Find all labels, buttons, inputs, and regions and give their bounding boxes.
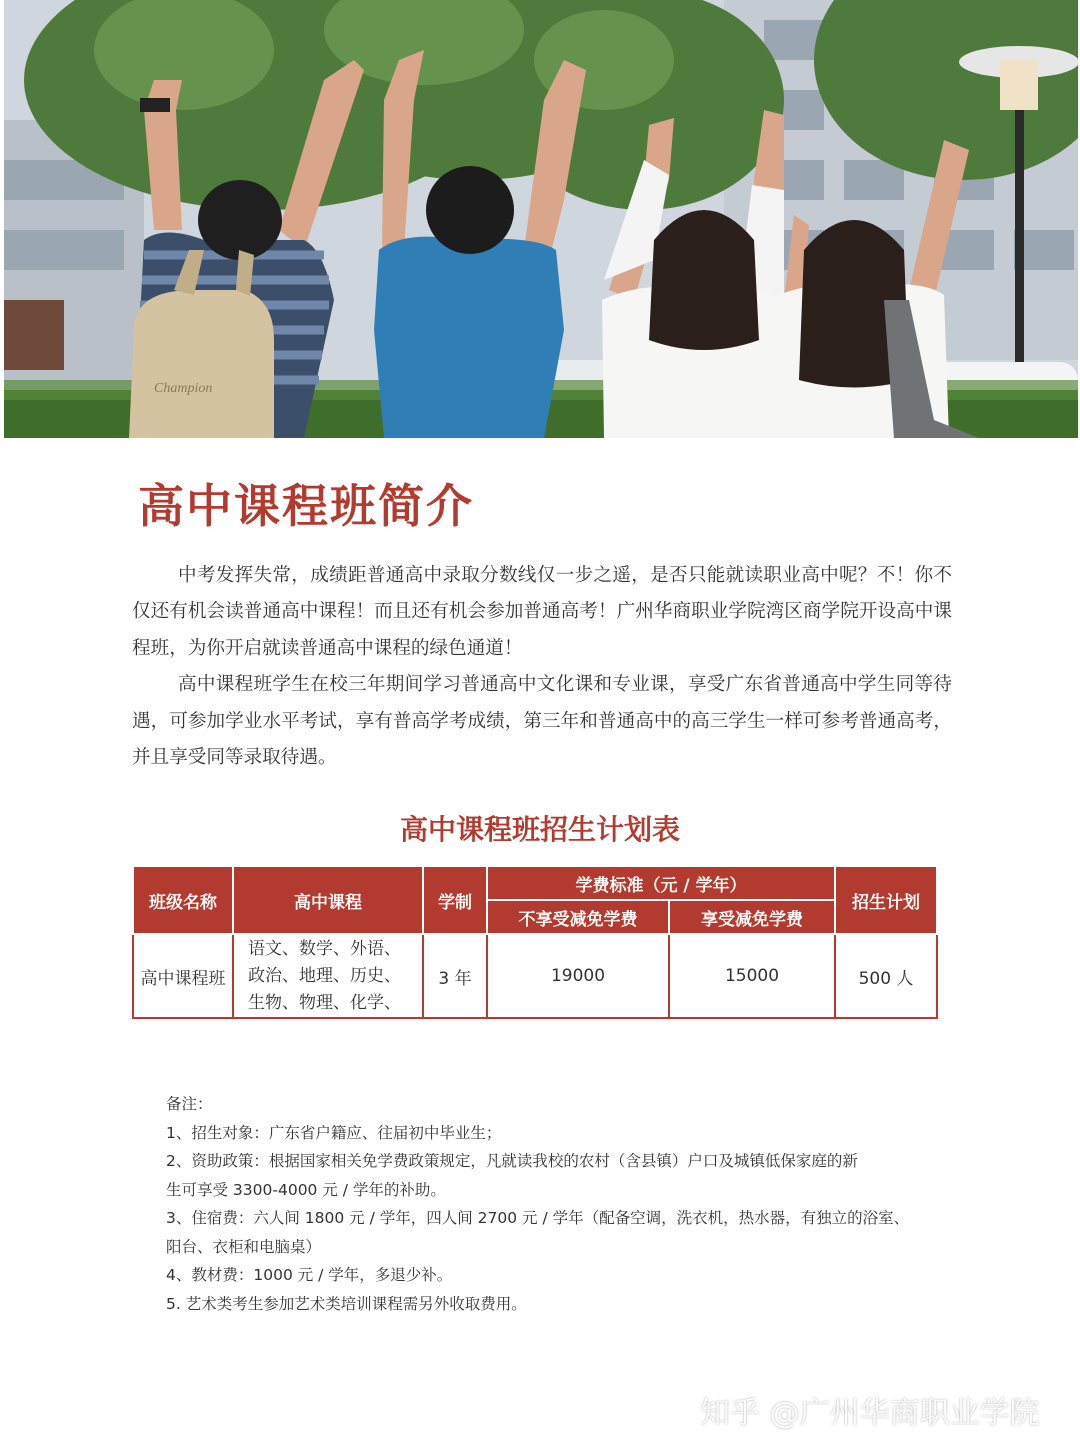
course-line: 生物、物理、化学、 [248, 992, 401, 1013]
cell-no-waiver: 19000 [487, 934, 669, 1018]
intro-paragraph: 中考发挥失常，成绩距普通高中录取分数线仅一步之遥，是否只能就读职业高中呢？不！你不仅还有机会读普通高中课程！而且还有机会参加普通高考！广州华商职业学院湾区商学院开设高中课程班，为你开启就读普通高中课程的绿色通道！ [132, 565, 952, 659]
watermark: 知乎 @广州华商职业学院 [700, 1396, 1040, 1431]
course-line: 语文、数学、外语、 [248, 938, 401, 959]
header-class-name: 班级名称 [133, 866, 233, 934]
table-row [133, 934, 937, 1018]
cell-courses [233, 934, 423, 1018]
header-courses: 高中课程 [233, 866, 423, 934]
cell-duration: 3 年 [423, 934, 487, 1018]
intro-section [132, 558, 952, 776]
note-item: 4、教材费：1000 元 / 学年，多退少补。 [166, 1266, 453, 1284]
table-title: 高中课程班招生计划表 [399, 813, 680, 846]
cell-waiver: 15000 [669, 934, 835, 1018]
notes-heading: 备注： [166, 1095, 213, 1113]
note-item: 1、招生对象：广东省户籍应、往届初中毕业生； [166, 1123, 502, 1142]
intro-paragraph: 高中课程班学生在校三年期间学习普通高中文化课和专业课，享受广东省普通高中学生同等待遇，可参加学业水平考试，享有普高学考成绩，第三年和普通高中的高三学生一样可参考普通高考，并且享受同等录取待遇。 [132, 674, 952, 769]
header-waiver: 享受减免学费 [669, 900, 835, 934]
note-item: 3、住宿费：六人间 1800 元 / 学年，四人间 2700 元 / 学年（配备空调，洗衣机，热水器，有独立的浴室、 [166, 1209, 910, 1227]
header-tuition: 学费标准（元 / 学年） [487, 866, 835, 900]
note-item: 阳台、衣柜和电脑桌） [166, 1237, 322, 1256]
notes-section [166, 1090, 946, 1318]
header-duration: 学制 [423, 866, 487, 934]
note-item: 生可享受 3300-4000 元 / 学年的补助。 [166, 1180, 446, 1199]
page-title: 高中课程班简介 [138, 479, 474, 533]
header-no-waiver: 不享受减免学费 [487, 900, 669, 934]
hero-photo [4, 0, 1078, 438]
enrollment-plan-table [132, 865, 938, 1019]
header-plan: 招生计划 [835, 866, 937, 934]
cell-class-name: 高中课程班 [133, 934, 233, 1018]
course-line: 政治、地理、历史、 [248, 965, 401, 986]
cell-plan: 500 人 [835, 934, 937, 1018]
note-item: 5. 艺术类考生参加艺术类培训课程需另外收取费用。 [166, 1294, 527, 1313]
backpack-logo: Champion [154, 381, 213, 396]
note-item: 2、资助政策：根据国家相关免学费政策规定，凡就读我校的农村（含县镇）户口及城镇低保家庭的新 [166, 1152, 858, 1170]
